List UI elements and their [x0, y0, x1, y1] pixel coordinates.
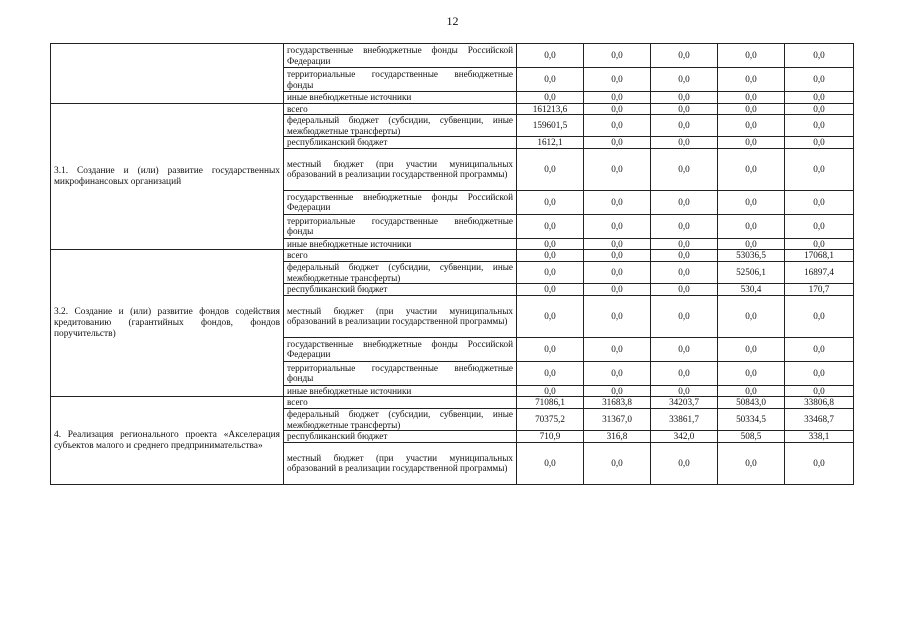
- value-cell: 0,0: [718, 115, 785, 137]
- table-row: [51, 103, 854, 115]
- value-cell: 1612,1: [517, 137, 584, 149]
- value-cell: 0,0: [517, 214, 584, 238]
- value-cell: 31367,0: [584, 408, 651, 430]
- value-cell: 0,0: [651, 190, 718, 214]
- value-cell: 0,0: [584, 44, 651, 68]
- value-cell: 0,0: [651, 68, 718, 92]
- value-cell: 0,0: [785, 214, 854, 238]
- value-cell: 710,9: [517, 431, 584, 443]
- value-cell: 0,0: [718, 442, 785, 484]
- funding-source-cell: республиканский бюджет: [284, 284, 517, 296]
- value-cell: 33806,8: [785, 397, 854, 409]
- value-cell: 0,0: [584, 442, 651, 484]
- funding-source-cell: республиканский бюджет: [284, 431, 517, 443]
- funding-source-cell: территориальные государственные внебюджетные фонды: [284, 68, 517, 92]
- measure-name-cell: [51, 44, 284, 104]
- funding-source-cell: территориальные государственные внебюджетные фонды: [284, 361, 517, 385]
- value-cell: 71086,1: [517, 397, 584, 409]
- funding-source-cell: иные внебюджетные источники: [284, 385, 517, 397]
- value-cell: 316,8: [584, 431, 651, 443]
- value-cell: 0,0: [517, 190, 584, 214]
- value-cell: 0,0: [584, 262, 651, 284]
- value-cell: 0,0: [718, 137, 785, 149]
- value-cell: 33468,7: [785, 408, 854, 430]
- value-cell: 0,0: [651, 103, 718, 115]
- value-cell: 0,0: [517, 44, 584, 68]
- value-cell: 0,0: [718, 337, 785, 361]
- value-cell: 0,0: [584, 137, 651, 149]
- value-cell: 0,0: [785, 385, 854, 397]
- value-cell: 0,0: [651, 148, 718, 190]
- funding-source-cell: всего: [284, 397, 517, 409]
- value-cell: 0,0: [517, 337, 584, 361]
- value-cell: 0,0: [785, 115, 854, 137]
- value-cell: 0,0: [785, 137, 854, 149]
- value-cell: 0,0: [517, 238, 584, 250]
- value-cell: 0,0: [785, 148, 854, 190]
- value-cell: 159601,5: [517, 115, 584, 137]
- value-cell: 0,0: [651, 238, 718, 250]
- value-cell: 0,0: [718, 92, 785, 104]
- value-cell: 0,0: [517, 92, 584, 104]
- value-cell: 0,0: [517, 442, 584, 484]
- value-cell: 338,1: [785, 431, 854, 443]
- value-cell: 0,0: [785, 92, 854, 104]
- value-cell: 0,0: [584, 214, 651, 238]
- value-cell: 0,0: [718, 385, 785, 397]
- value-cell: 0,0: [718, 103, 785, 115]
- budget-table: [50, 43, 854, 485]
- value-cell: 0,0: [517, 148, 584, 190]
- value-cell: 0,0: [785, 44, 854, 68]
- value-cell: 0,0: [584, 115, 651, 137]
- funding-source-cell: территориальные государственные внебюджетные фонды: [284, 214, 517, 238]
- value-cell: 0,0: [718, 44, 785, 68]
- value-cell: 0,0: [584, 68, 651, 92]
- funding-source-cell: иные внебюджетные источники: [284, 92, 517, 104]
- page-number: 12: [446, 14, 459, 28]
- value-cell: 0,0: [584, 238, 651, 250]
- funding-source-cell: государственные внебюджетные фонды Российской Федерации: [284, 190, 517, 214]
- funding-source-cell: местный бюджет (при участии муниципальных образований в реализации государственной программы): [284, 295, 517, 337]
- funding-source-cell: государственные внебюджетные фонды Российской Федерации: [284, 337, 517, 361]
- value-cell: 70375,2: [517, 408, 584, 430]
- table-row: [51, 397, 854, 409]
- value-cell: 34203,7: [651, 397, 718, 409]
- value-cell: 0,0: [651, 385, 718, 397]
- funding-source-cell: всего: [284, 250, 517, 262]
- value-cell: 0,0: [584, 148, 651, 190]
- value-cell: 0,0: [718, 361, 785, 385]
- value-cell: 0,0: [651, 337, 718, 361]
- value-cell: 0,0: [718, 148, 785, 190]
- funding-source-cell: местный бюджет (при участии муниципальных образований в реализации государственной программы): [284, 442, 517, 484]
- value-cell: 0,0: [785, 190, 854, 214]
- value-cell: 0,0: [584, 361, 651, 385]
- table-row: [51, 250, 854, 262]
- value-cell: 0,0: [584, 337, 651, 361]
- value-cell: 342,0: [651, 431, 718, 443]
- value-cell: 0,0: [517, 295, 584, 337]
- value-cell: 0,0: [718, 295, 785, 337]
- value-cell: 530,4: [718, 284, 785, 296]
- value-cell: 17068,1: [785, 250, 854, 262]
- value-cell: 0,0: [584, 250, 651, 262]
- value-cell: 0,0: [584, 295, 651, 337]
- value-cell: 0,0: [785, 442, 854, 484]
- value-cell: 0,0: [584, 284, 651, 296]
- value-cell: 31683,8: [584, 397, 651, 409]
- funding-source-cell: федеральный бюджет (субсидии, субвенции, иные межбюджетные трансферты): [284, 262, 517, 284]
- value-cell: 0,0: [517, 284, 584, 296]
- value-cell: 0,0: [651, 214, 718, 238]
- value-cell: 0,0: [584, 103, 651, 115]
- funding-source-cell: федеральный бюджет (субсидии, субвенции, иные межбюджетные трансферты): [284, 408, 517, 430]
- value-cell: 33861,7: [651, 408, 718, 430]
- value-cell: 0,0: [785, 68, 854, 92]
- value-cell: 170,7: [785, 284, 854, 296]
- value-cell: 16897,4: [785, 262, 854, 284]
- value-cell: 0,0: [584, 92, 651, 104]
- measure-name-cell: 3.2. Создание и (или) развитие фондов содействия кредитованию (гарантийных фондов, фондов поручительств): [51, 250, 284, 397]
- value-cell: 0,0: [651, 115, 718, 137]
- value-cell: 0,0: [651, 250, 718, 262]
- value-cell: 0,0: [517, 385, 584, 397]
- value-cell: 0,0: [785, 295, 854, 337]
- value-cell: 53036,5: [718, 250, 785, 262]
- measure-name-cell: 4. Реализация регионального проекта «Акселерация субъектов малого и среднего предпринимательства»: [51, 397, 284, 484]
- value-cell: 0,0: [651, 295, 718, 337]
- value-cell: 0,0: [718, 238, 785, 250]
- funding-source-cell: местный бюджет (при участии муниципальных образований в реализации государственной программы): [284, 148, 517, 190]
- value-cell: 161213,6: [517, 103, 584, 115]
- value-cell: 0,0: [517, 68, 584, 92]
- value-cell: 0,0: [785, 238, 854, 250]
- funding-source-cell: федеральный бюджет (субсидии, субвенции, иные межбюджетные трансферты): [284, 115, 517, 137]
- table-body: [51, 44, 854, 485]
- value-cell: 0,0: [651, 442, 718, 484]
- value-cell: 0,0: [517, 250, 584, 262]
- funding-source-cell: иные внебюджетные источники: [284, 238, 517, 250]
- value-cell: 0,0: [718, 190, 785, 214]
- value-cell: 0,0: [517, 262, 584, 284]
- value-cell: 0,0: [517, 361, 584, 385]
- value-cell: 52506,1: [718, 262, 785, 284]
- value-cell: 0,0: [785, 337, 854, 361]
- value-cell: 0,0: [651, 361, 718, 385]
- value-cell: 0,0: [785, 103, 854, 115]
- value-cell: 0,0: [718, 68, 785, 92]
- measure-name-cell: 3.1. Создание и (или) развитие государственных микрофинансовых организаций: [51, 103, 284, 250]
- funding-source-cell: государственные внебюджетные фонды Российской Федерации: [284, 44, 517, 68]
- value-cell: 50334,5: [718, 408, 785, 430]
- value-cell: 0,0: [584, 190, 651, 214]
- value-cell: 0,0: [584, 385, 651, 397]
- value-cell: 0,0: [651, 44, 718, 68]
- value-cell: 0,0: [651, 92, 718, 104]
- value-cell: 0,0: [718, 214, 785, 238]
- table-row: [51, 44, 854, 68]
- funding-source-cell: всего: [284, 103, 517, 115]
- value-cell: 50843,0: [718, 397, 785, 409]
- value-cell: 0,0: [651, 137, 718, 149]
- value-cell: 0,0: [785, 361, 854, 385]
- value-cell: 0,0: [651, 284, 718, 296]
- value-cell: 0,0: [651, 262, 718, 284]
- value-cell: 508,5: [718, 431, 785, 443]
- funding-source-cell: республиканский бюджет: [284, 137, 517, 149]
